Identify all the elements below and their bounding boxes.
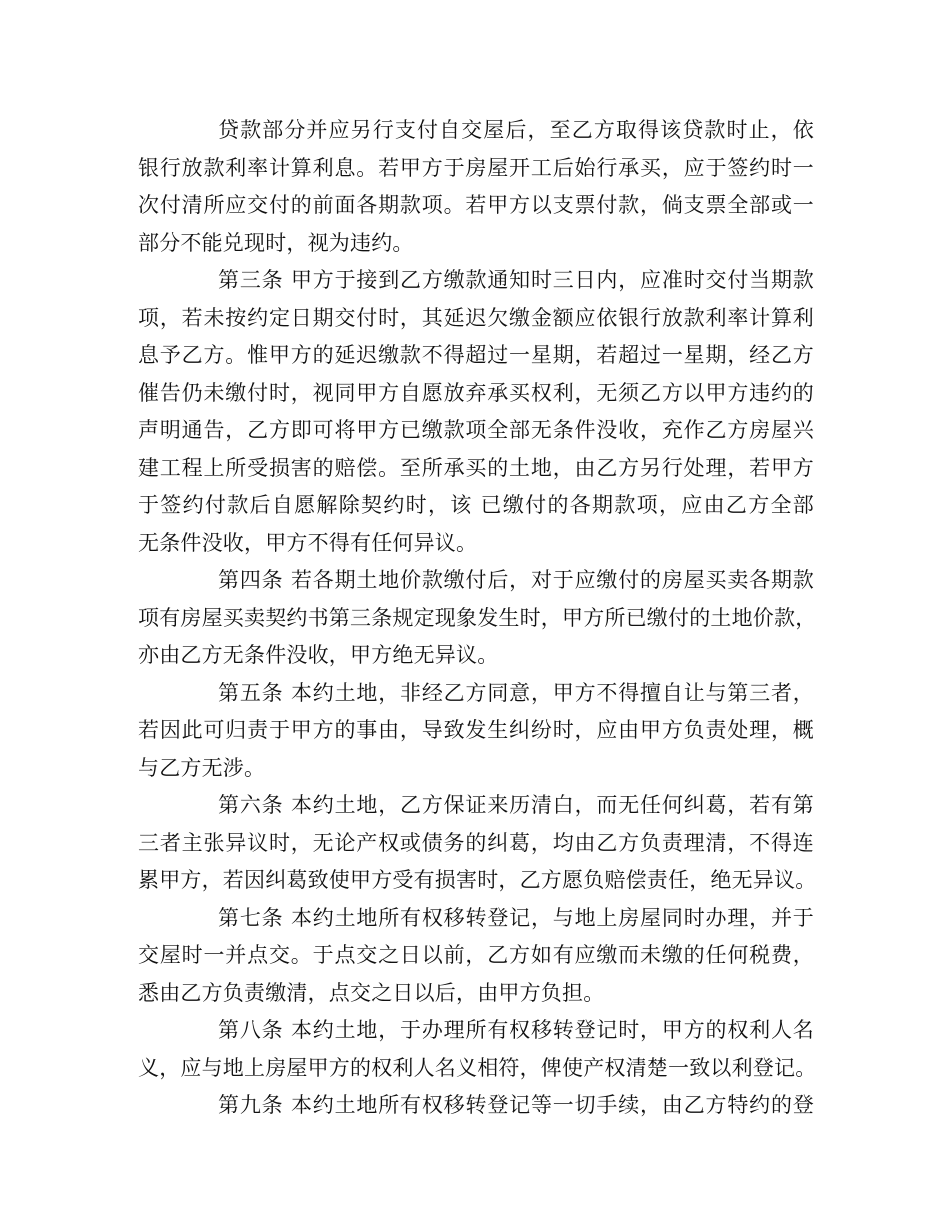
- text-line: 项，若未按约定日期交付时，其延迟欠缴金额应依银行放款利率计算利: [138, 305, 814, 330]
- paragraph-article-6: [138, 787, 817, 900]
- text-line: 项有房屋买卖契约书第三条规定现象发生时，甲方所已缴付的土地价款，: [138, 605, 817, 630]
- paragraph-continuation: [138, 112, 814, 262]
- text-line: 累甲方，若因纠葛致使甲方受有损害时，乙方愿负赔偿责任，绝无异议。: [138, 868, 817, 892]
- paragraph-article-9: [138, 1087, 814, 1125]
- text-line: 第四条 若各期土地价款缴付后，对于应缴付的房屋买卖各期款: [218, 568, 814, 592]
- text-line: 次付清所应交付的前面各期款项。若甲方以支票付款，倘支票全部或一: [138, 193, 814, 217]
- text-line: 悉由乙方负责缴清，点交之日以后，由甲方负担。: [138, 980, 605, 1005]
- paragraph-article-5: [138, 675, 814, 788]
- text-line: 第九条 本约土地所有权移转登记等一切手续，由乙方特约的登: [218, 1093, 814, 1117]
- paragraph-article-4: [138, 562, 817, 675]
- text-line: 催告仍未缴付时，视同甲方自愿放弃承买权利，无须乙方以甲方违约的: [138, 380, 814, 405]
- text-line: 无条件没收，甲方不得有任何异议。: [138, 530, 478, 555]
- text-line: 息予乙方。惟甲方的延迟缴款不得超过一星期，若超过一星期，经乙方: [138, 343, 814, 367]
- text-line: 部分不能兑现时，视为违约。: [138, 230, 414, 255]
- document-page: [138, 112, 817, 1125]
- text-line: 亦由乙方无条件没收，甲方绝无异议。: [138, 643, 499, 667]
- text-line: 义，应与地上房屋甲方的权利人名义相符，俾使产权清楚一致以利登记。: [138, 1055, 817, 1080]
- paragraph-article-7: [138, 900, 814, 1013]
- text-line: 第三条 甲方于接到乙方缴款通知时三日内，应准时交付当期款: [218, 268, 814, 292]
- text-line: 建工程上所受损害的赔偿。至所承买的土地，由乙方另行处理，若甲方: [138, 455, 814, 480]
- text-line: 声明通告，乙方即可将甲方已缴款项全部无条件没收，充作乙方房屋兴: [138, 418, 814, 442]
- text-line: 第六条 本约土地，乙方保证来历清白，而无任何纠葛，若有第: [218, 793, 814, 817]
- text-line: 第七条 本约土地所有权移转登记，与地上房屋同时办理，并于: [218, 905, 814, 930]
- paragraph-article-8: [138, 1012, 817, 1087]
- text-line: 与乙方无涉。: [138, 755, 266, 780]
- text-line: 第八条 本约土地，于办理所有权移转登记时，甲方的权利人名: [218, 1018, 814, 1042]
- text-line: 三者主张异议时，无论产权或债务的纠葛，均由乙方负责理清，不得连: [138, 830, 814, 855]
- text-line: 交屋时一并点交。于点交之日以前，乙方如有应缴而未缴的任何税费，: [138, 943, 814, 967]
- text-line: 于签约付款后自愿解除契约时，该 已缴付的各期款项，应由乙方全部: [138, 493, 814, 517]
- text-line: 银行放款利率计算利息。若甲方于房屋开工后始行承买，应于签约时一: [138, 155, 814, 180]
- text-line: 若因此可归责于甲方的事由，导致发生纠纷时，应由甲方负责处理，概: [138, 718, 814, 742]
- paragraph-article-3: [138, 262, 814, 562]
- text-line: 第五条 本约土地，非经乙方同意，甲方不得擅自让与第三者，: [218, 680, 814, 705]
- text-line: 贷款部分并应另行支付自交屋后，至乙方取得该贷款时止，依: [218, 118, 814, 142]
